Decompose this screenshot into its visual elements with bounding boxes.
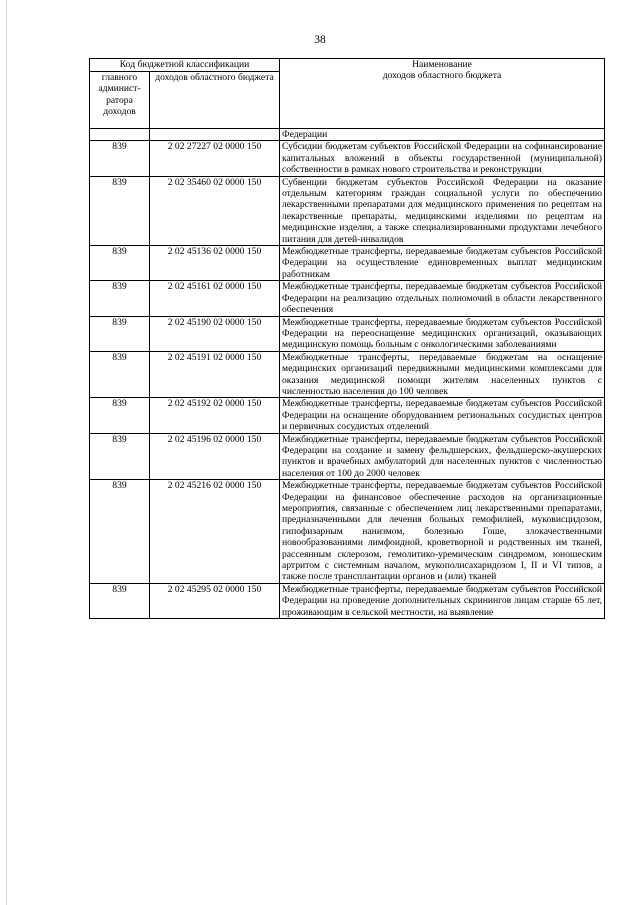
table-row [90, 398, 605, 433]
admin-code-cell: 839 [90, 583, 150, 618]
admin-code-cell: 839 [90, 176, 150, 245]
income-code-cell: 2 02 27227 02 0000 150 [150, 141, 280, 176]
scan-margin-line [6, 0, 7, 905]
budget-classification-table [89, 58, 605, 619]
continuation-admin-cell [90, 129, 150, 141]
continuation-code-cell [150, 129, 280, 141]
table-row [90, 433, 605, 480]
income-name-cell: Межбюджетные трансферты, передаваемые бюджетам субъектов Российской Федерации на осуществление единовременных выплат медицинским работникам [280, 246, 605, 281]
income-code-cell: 2 02 45196 02 0000 150 [150, 433, 280, 480]
table-row [90, 176, 605, 245]
income-name-cell: Межбюджетные трансферты, передаваемые бюджетам субъектов Российской Федерации на реализацию отдельных полномочий в области лекарственного обеспечения [280, 281, 605, 316]
table-row [90, 583, 605, 618]
admin-code-cell: 839 [90, 141, 150, 176]
page-number: 38 [314, 34, 326, 46]
header-chief-administrator: главного админист-ратора доходов [90, 72, 150, 129]
income-code-cell: 2 02 45161 02 0000 150 [150, 281, 280, 316]
income-name-cell: Межбюджетные трансферты, передаваемые бюджетам субъектов Российской Федерации на создание и замену фельдшерских, фельдшерско-акушерских пунктов и врачебных амбулаторий для населенных пунктов с численностью населения от 100 до 2000 человек [280, 433, 605, 480]
admin-code-cell: 839 [90, 433, 150, 480]
header-income-name [280, 59, 605, 129]
table-row [90, 246, 605, 281]
income-code-cell: 2 02 45295 02 0000 150 [150, 583, 280, 618]
table-row [90, 141, 605, 176]
header-income-name-line2: доходов областного бюджета [382, 70, 502, 82]
admin-code-cell: 839 [90, 398, 150, 433]
admin-code-cell: 839 [90, 480, 150, 584]
admin-code-cell: 839 [90, 246, 150, 281]
table-header-group-row [90, 59, 605, 72]
table-row-continuation [90, 129, 605, 141]
admin-code-cell: 839 [90, 316, 150, 351]
income-code-cell: 2 02 45136 02 0000 150 [150, 246, 280, 281]
admin-code-cell: 839 [90, 281, 150, 316]
income-name-cell: Субсидии бюджетам субъектов Российской Федерации на софинансирование капитальных вложений в объекты государственной (муниципальной) собственности в рамках нового строительства и реконструкции [280, 141, 605, 176]
income-code-cell: 2 02 35460 02 0000 150 [150, 176, 280, 245]
header-budget-classification-code: Код бюджетной классификации [90, 59, 280, 72]
income-name-cell: Межбюджетные трансферты, передаваемые бюджетам субъектов Российской Федерации на проведение дополнительных скринингов лицам старше 65 лет, проживающим в сельской местности, на выявление [280, 583, 605, 618]
header-regional-budget-income: доходов областного бюджета [150, 72, 280, 129]
income-code-cell: 2 02 45191 02 0000 150 [150, 351, 280, 398]
income-name-cell: Субвенции бюджетам субъектов Российской Федерации на оказание отдельным категориям граждан социальной услуги по обеспечению лекарственными препаратами для медицинского применения по рецептам на лекарственные препараты, медицинскими изделиями по рецептам на медицинские изделия, а также специализированными продуктами лечебного питания для детей-инвалидов [280, 176, 605, 245]
table-row [90, 480, 605, 584]
table-row [90, 351, 605, 398]
income-name-cell: Межбюджетные трансферты, передаваемые бюджетам субъектов Российской Федерации на финансовое обеспечение расходов на организационные мероприятия, связанные с обеспечением лиц лекарственными препаратами, предназначенными для лечения больных гемофилией, муковисцидозом, гипофизарным нанизмом, болезнью Гоше, злокачественными новообразованиями лимфоидной, кроветворной и родственных им тканей, рассеянным склерозом, гемолитико-уремическим синдромом, юношеским артритом с системным началом, мукополисахаридозом I, II и VI типов, а также после трансплантации органов и (или) тканей [280, 480, 605, 584]
admin-code-cell: 839 [90, 351, 150, 398]
income-name-cell: Межбюджетные трансферты, передаваемые бюджетам субъектов Российской Федерации на переоснащение медицинских организаций, оказывающих медицинскую помощь больным с онкологическими заболеваниями [280, 316, 605, 351]
table-row [90, 281, 605, 316]
table-row [90, 316, 605, 351]
income-code-cell: 2 02 45216 02 0000 150 [150, 480, 280, 584]
income-code-cell: 2 02 45192 02 0000 150 [150, 398, 280, 433]
income-code-cell: 2 02 45190 02 0000 150 [150, 316, 280, 351]
header-income-name-line1: Наименование [412, 59, 472, 70]
income-name-cell: Межбюджетные трансферты, передаваемые бюджетам субъектов Российской Федерации на оснащение оборудованием региональных сосудистых центров и первичных сосудистых отделений [280, 398, 605, 433]
continuation-name-cell: Федерации [280, 129, 605, 141]
income-name-cell: Межбюджетные трансферты, передаваемые бюджетам на оснащение медицинских организаций передвижными медицинскими комплексами для оказания медицинской помощи жителям населенных пунктов с численностью населения до 100 человек [280, 351, 605, 398]
